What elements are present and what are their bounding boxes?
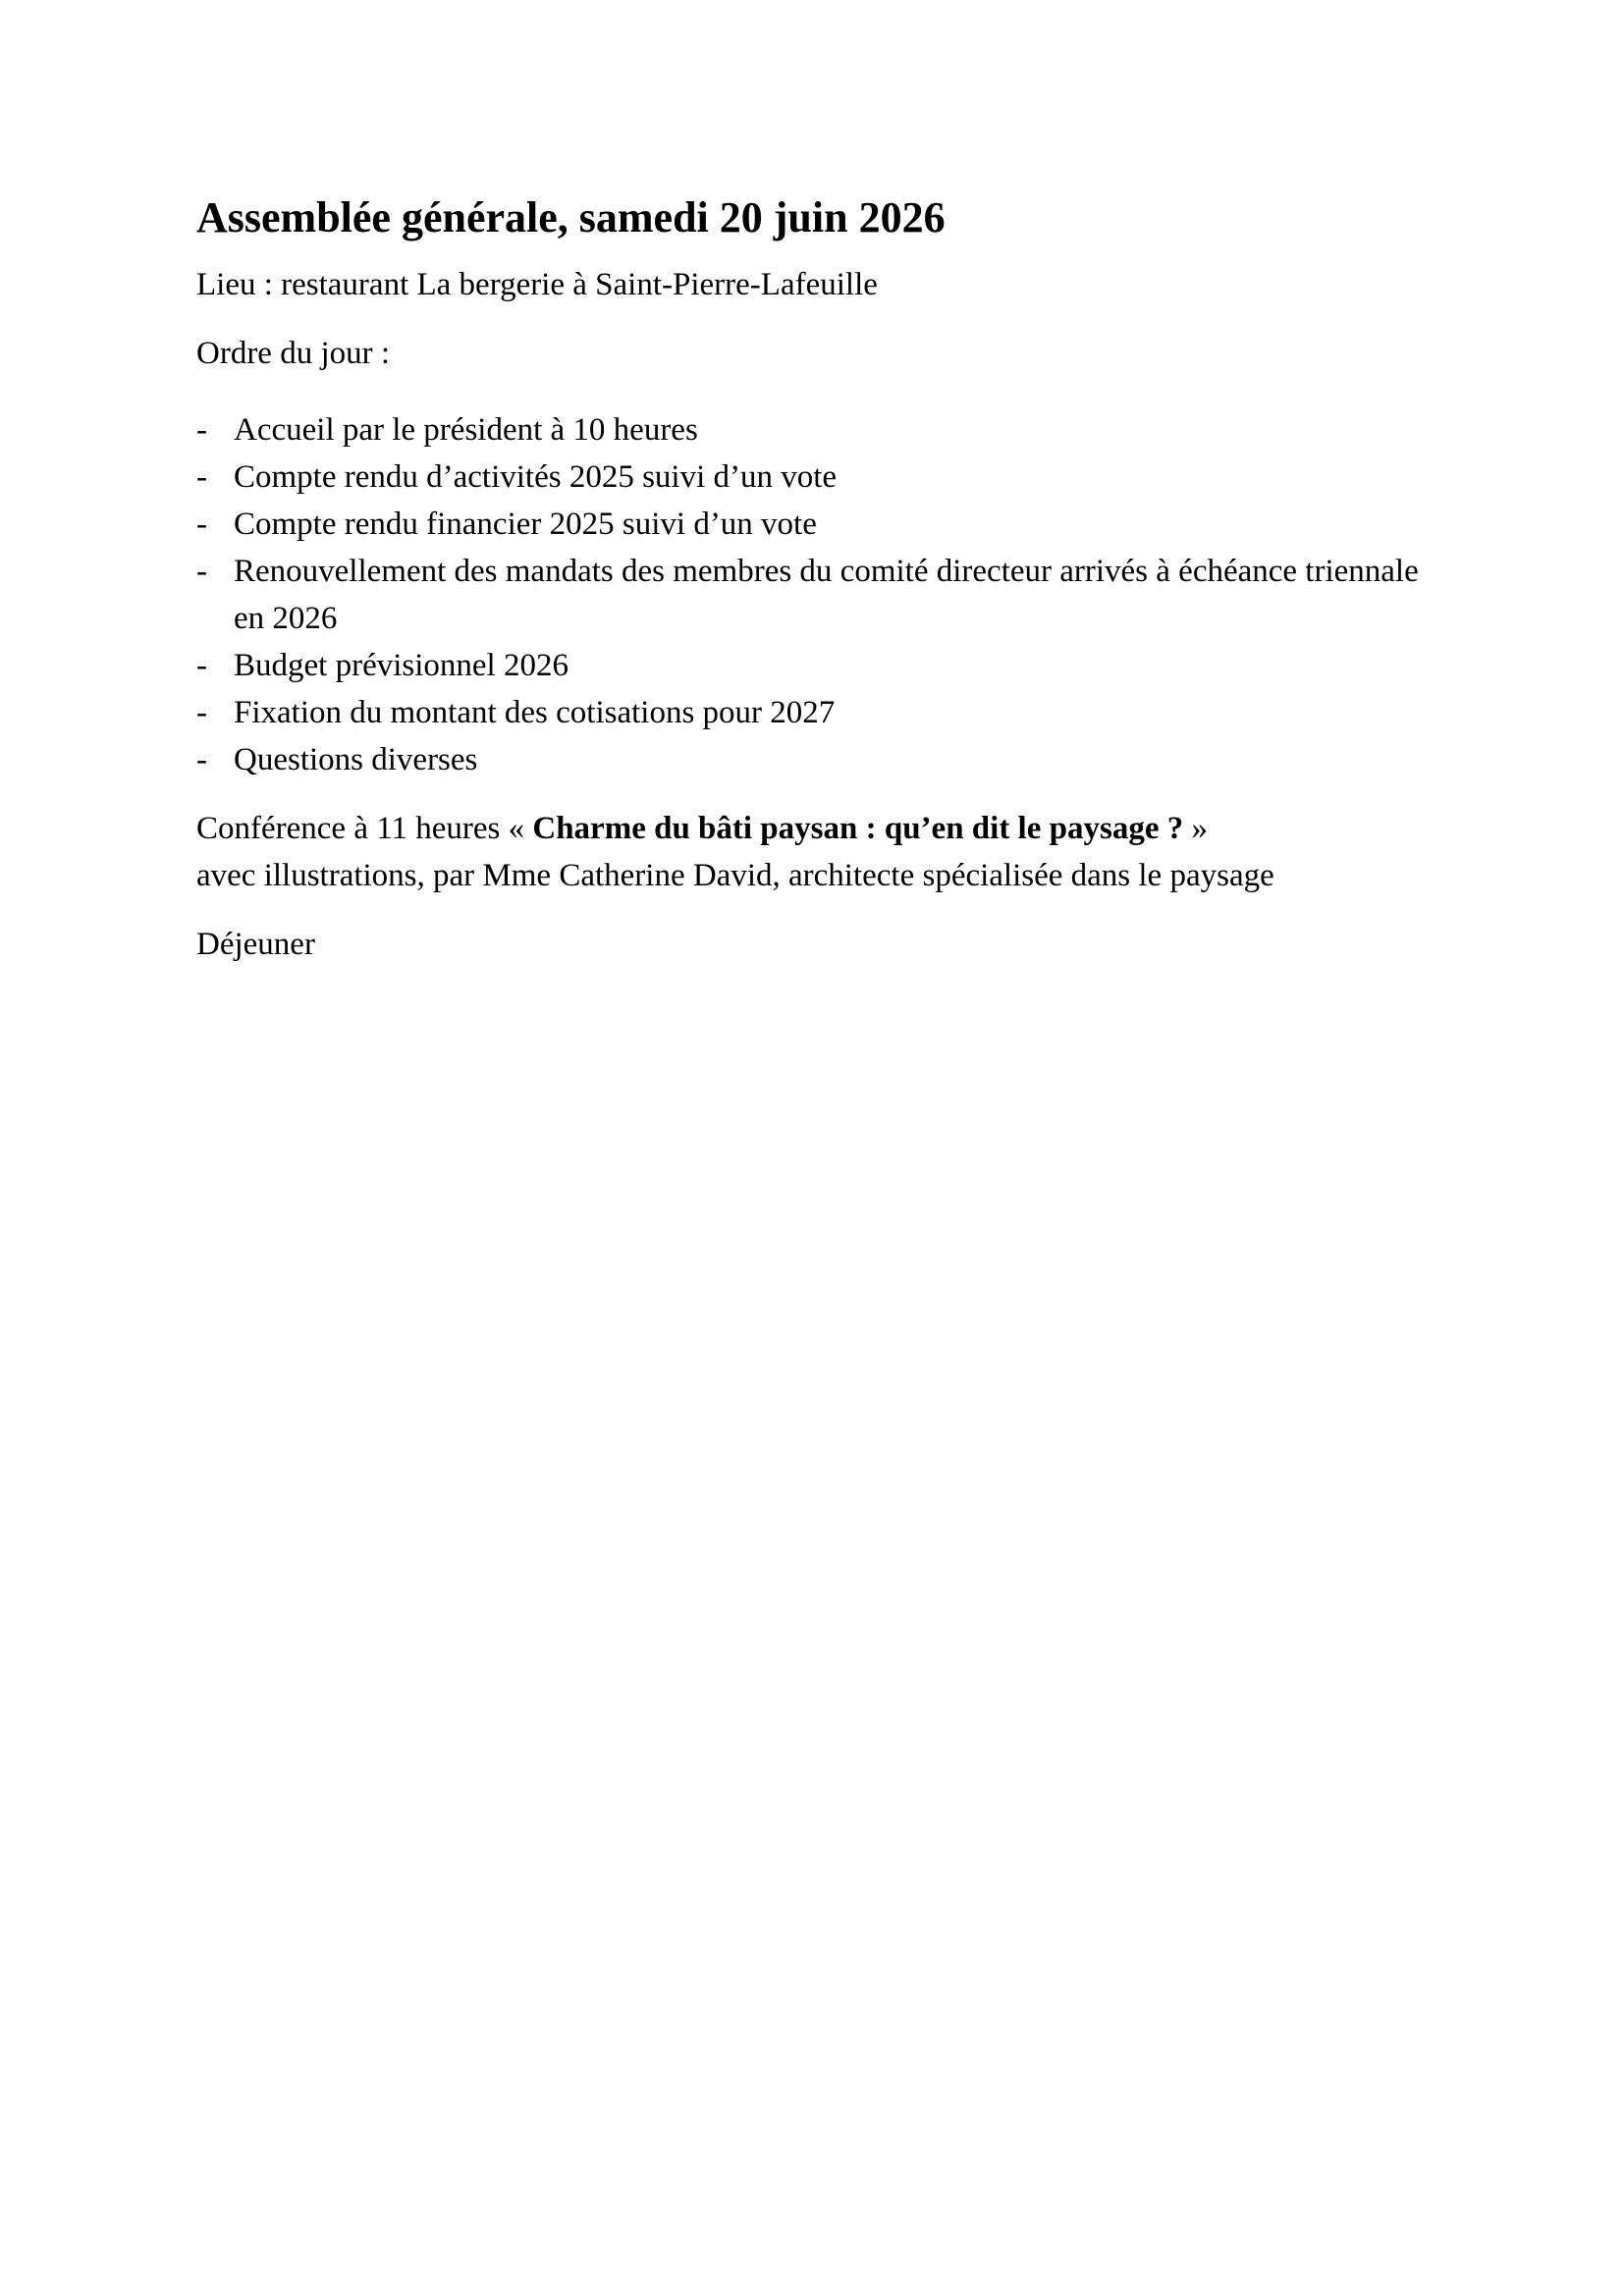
agenda-item-text: Questions diverses (234, 742, 478, 777)
conference-suffix: » (1183, 811, 1208, 846)
conference-prefix: Conférence à 11 heures « (196, 811, 533, 846)
dash-bullet: - (196, 742, 207, 777)
agenda-item (196, 454, 1428, 501)
agenda-item (196, 501, 1428, 548)
dash-bullet: - (196, 648, 207, 683)
agenda-item (196, 736, 1428, 783)
document-title (196, 192, 1428, 243)
dash-bullet: - (196, 459, 207, 495)
conference-title: Charme du bâti paysan : qu’en dit le paysage ? (532, 811, 1184, 846)
document-content (196, 192, 1428, 968)
agenda-item-text: Budget prévisionnel 2026 (234, 648, 568, 683)
document-title-bold: Assemblée générale, (196, 193, 568, 241)
document-title-date: samedi 20 juin 2026 (568, 193, 946, 241)
agenda-item-text: Compte rendu financier 2025 suivi d’un vote (234, 507, 817, 542)
agenda-item-text: Fixation du montant des cotisations pour 2027 (234, 695, 836, 730)
dash-bullet: - (196, 507, 207, 542)
agenda-item (196, 689, 1428, 736)
agenda-item-text: Accueil par le président à 10 heures (234, 412, 698, 448)
agenda-item (196, 642, 1428, 689)
agenda-list (196, 406, 1428, 783)
conference-paragraph (196, 805, 1428, 899)
dash-bullet: - (196, 695, 207, 730)
location-line: Lieu : restaurant La bergerie à Saint-Pierre-Lafeuille (196, 267, 878, 302)
closing-line: Déjeuner (196, 927, 315, 962)
dash-bullet: - (196, 554, 207, 589)
dash-bullet: - (196, 412, 207, 448)
agenda-heading: Ordre du jour : (196, 336, 391, 371)
agenda-item (196, 548, 1428, 642)
agenda-item (196, 406, 1428, 454)
agenda-item-text: Compte rendu d’activités 2025 suivi d’un vote (234, 459, 838, 495)
agenda-item-text: Renouvellement des mandats des membres du comité directeur arrivés à échéance triennale en 2026 (234, 554, 1419, 636)
conference-speaker-line: avec illustrations, par Mme Catherine David, architecte spécialisée dans le paysage (196, 858, 1274, 893)
